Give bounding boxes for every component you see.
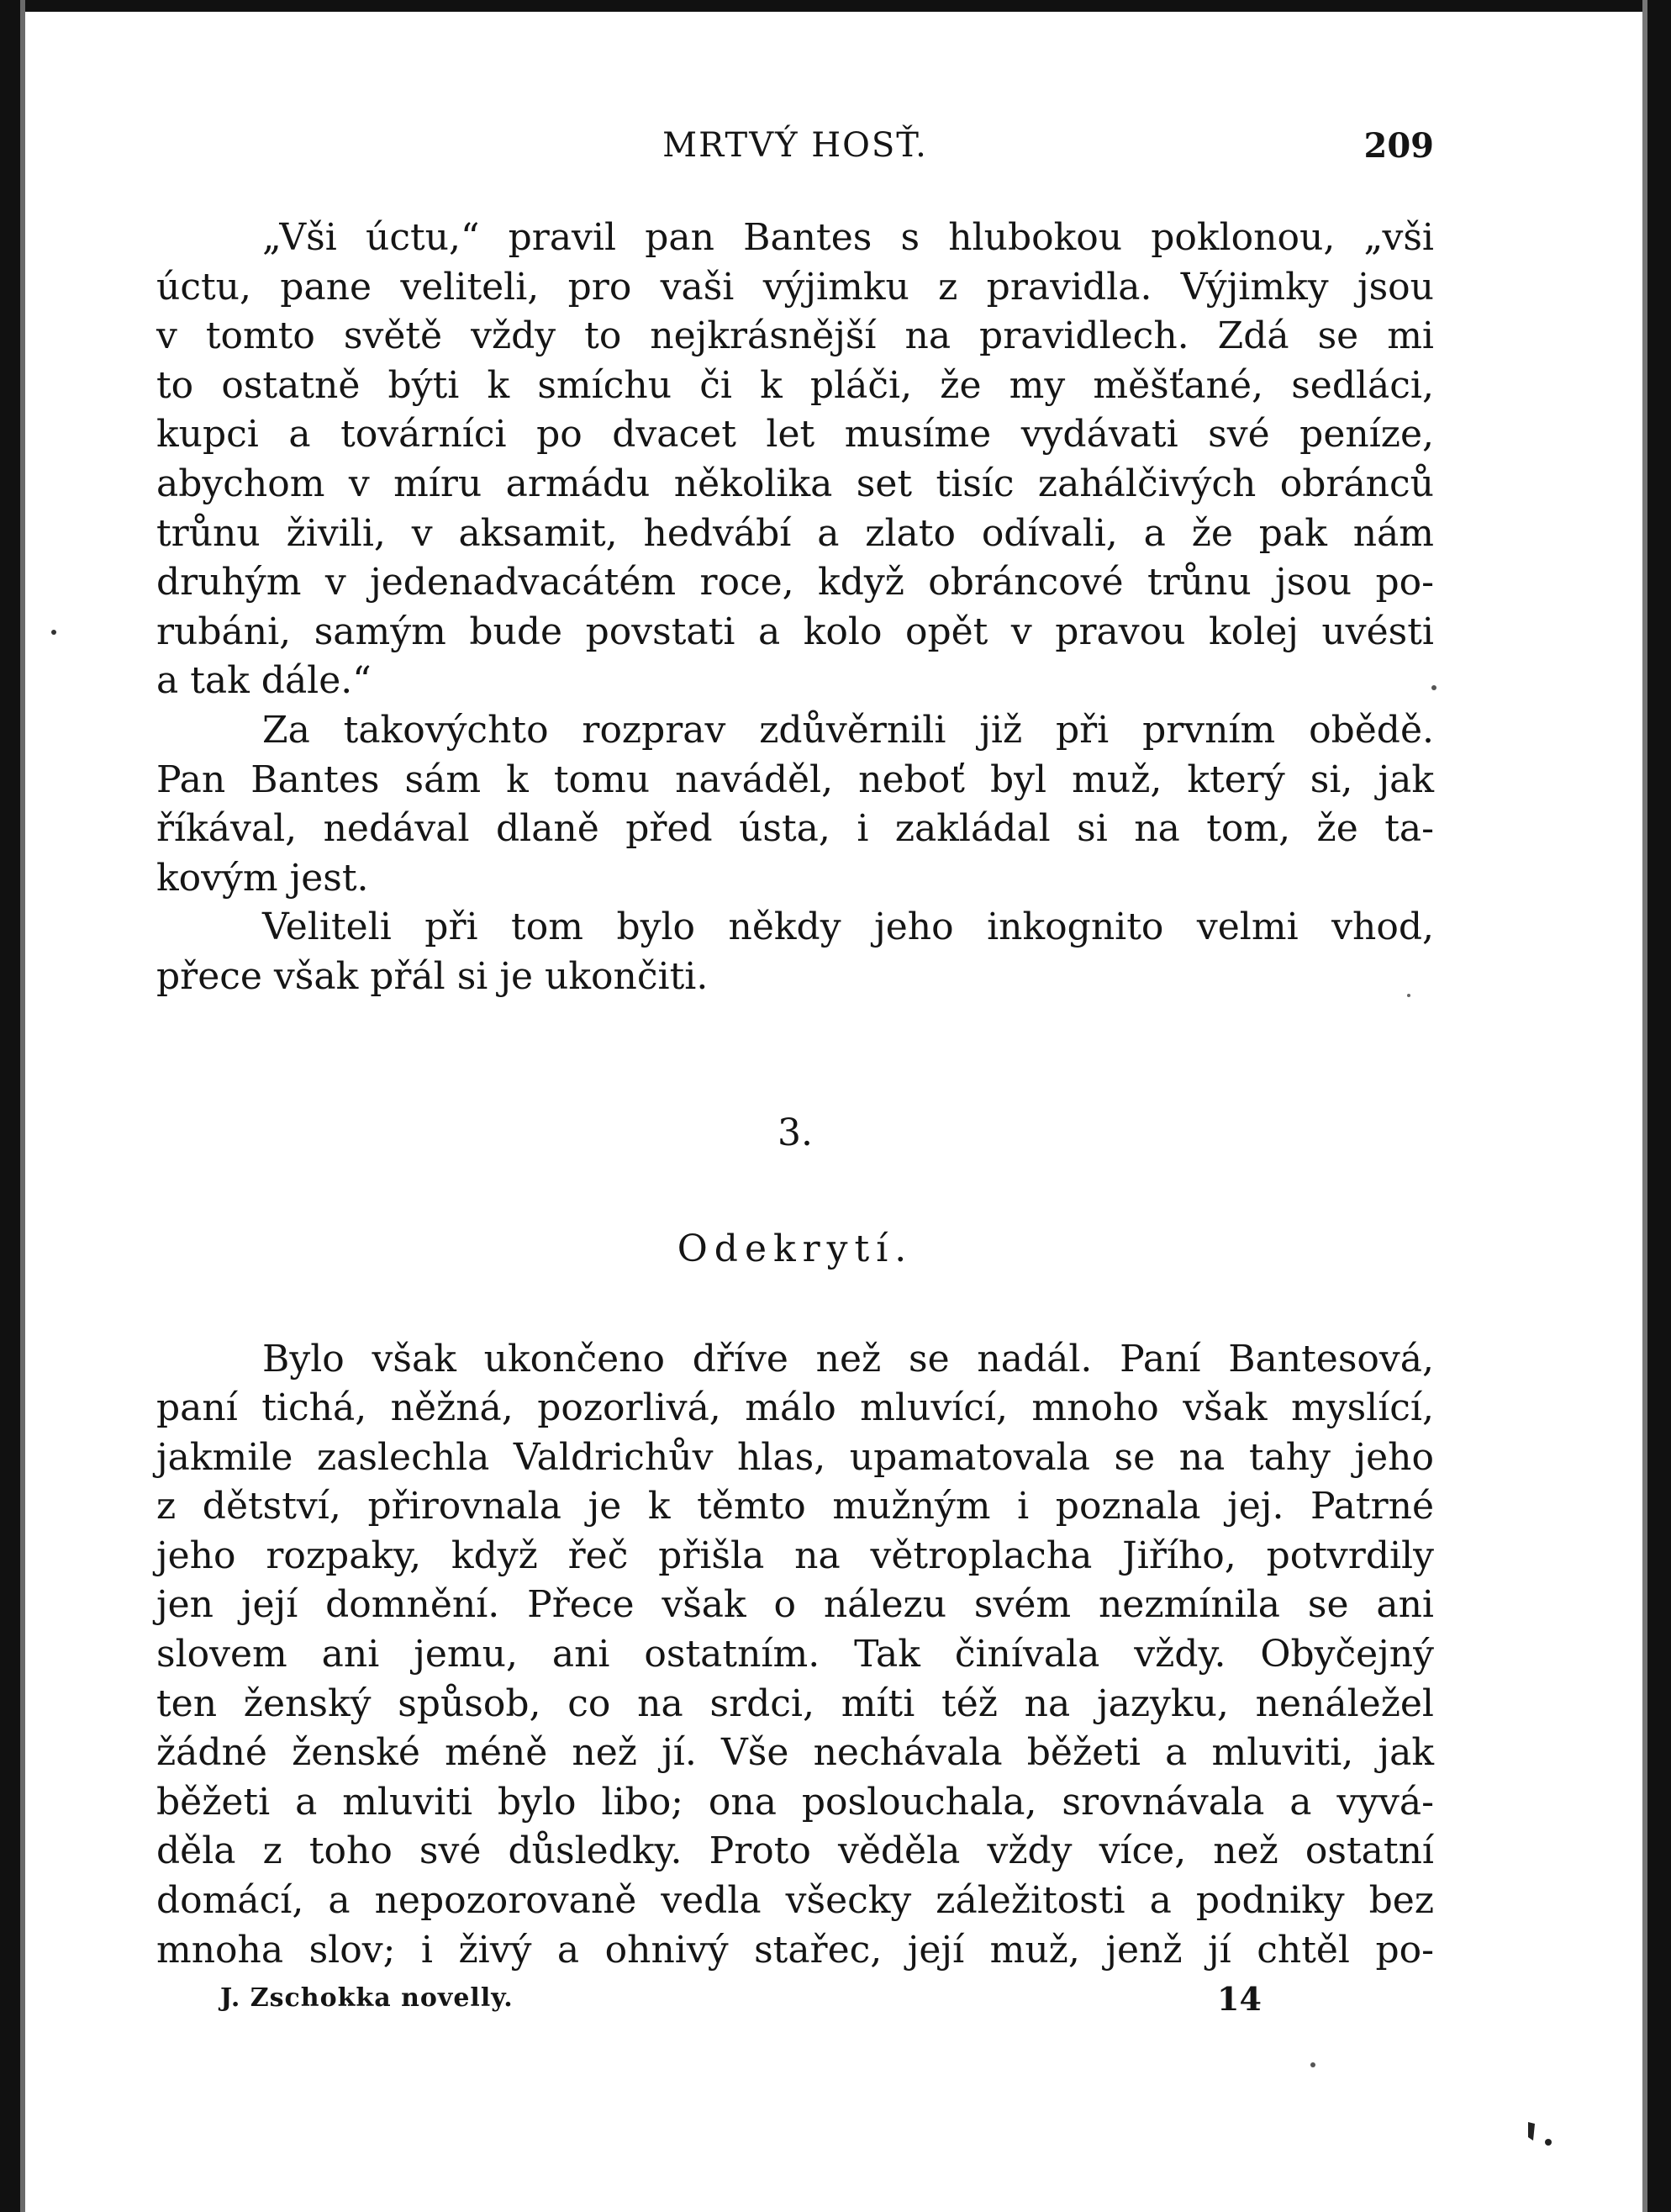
scan-border-left — [0, 0, 20, 2212]
text-line: abychom v míru armádu několika set tisíc zahálčivých obránců — [156, 462, 1434, 505]
section-number: 3. — [778, 1111, 813, 1154]
text-line: slovem ani jemu, ani ostatním. Tak činívala vždy. Obyčejný — [156, 1633, 1434, 1676]
speck — [51, 630, 56, 635]
text-line: trůnu živili, v aksamit, hedvábí a zlato odívali, a že pak nám — [156, 511, 1434, 555]
text-line: jen její domnění. Přece však o nálezu svém nezmínila se ani — [156, 1583, 1434, 1627]
text-line: a tak dále.“ — [156, 659, 372, 703]
running-title: MRTVÝ HOSŤ. — [662, 126, 928, 165]
text-line: mnoha slov; i živý a ohnivý stařec, její muž, jenž jí chtěl po- — [156, 1928, 1434, 1972]
scan-border-top — [0, 0, 1671, 12]
text-line: rubáni, samým bude povstati a kolo opět v pravou kolej uvésti — [156, 610, 1434, 653]
paragraph — [156, 706, 1434, 903]
section-text-body — [156, 1335, 1434, 1976]
text-line: děla z toho své důsledky. Proto věděla vždy více, než ostatní — [156, 1829, 1434, 1873]
text-line: kovým jest. — [156, 856, 369, 900]
paragraph — [156, 214, 1434, 706]
text-line: Za takovýchto rozprav zdůvěrnili již při prvním obědě. — [262, 708, 1434, 752]
scan-border-right-shadow — [1642, 0, 1647, 2212]
text-line: domácí, a nepozorovaně vedla všecky záležitosti a podniky bez — [156, 1879, 1434, 1923]
printer-signature: J. Zschokka novelly. — [220, 1983, 514, 2014]
text-line: to ostatně býti k smíchu či k pláči, že my měšťané, sedláci, — [156, 363, 1434, 407]
text-line: z dětství, přirovnala je k těmto mužným i poznala jej. Patrné — [156, 1485, 1434, 1528]
text-line: Veliteli při tom bylo někdy jeho inkognito velmi vhod, — [262, 905, 1434, 949]
sheet-mark: 14 — [1217, 1980, 1262, 2019]
text-line: druhým v jedenadvacátém roce, když obráncové trůnu jsou po- — [156, 561, 1434, 604]
text-line: žádné ženské méně než jí. Vše nechávala běžeti a mluviti, jak — [156, 1731, 1434, 1775]
text-line: ten ženský spůsob, co na srdci, míti též na jazyku, nenáležel — [156, 1681, 1434, 1725]
text-line: kupci a továrníci po dvacet let musíme vydávati své peníze, — [156, 413, 1434, 457]
speck — [1545, 2139, 1552, 2146]
text-line: úctu, pane veliteli, pro vaši výjimku z pravidla. Výjimky jsou — [156, 265, 1434, 309]
page-footer — [156, 1980, 1434, 2025]
text-line: jakmile zaslechla Valdrichův hlas, upamatovala se na tahy jeho — [156, 1435, 1434, 1479]
scan-border-left-shadow — [20, 0, 25, 2212]
speck — [1528, 2122, 1535, 2141]
book-page — [156, 118, 1434, 2025]
text-line: Pan Bantes sám k tomu naváděl, neboť byl muž, který si, jak — [156, 758, 1434, 801]
text-line: jeho rozpaky, když řeč přišla na větroplacha Jiřího, potvrdily — [156, 1534, 1434, 1577]
text-line: paní tichá, něžná, pozorlivá, málo mluvící, mnoho však myslící, — [156, 1386, 1434, 1430]
scan-border-right — [1647, 0, 1671, 2212]
running-head — [156, 118, 1434, 185]
text-body — [156, 214, 1434, 1002]
text-line: Bylo však ukončeno dříve než se nadál. Paní Bantesová, — [262, 1337, 1434, 1381]
paragraph — [156, 1335, 1434, 1976]
text-line: přece však přál si je ukončiti. — [156, 954, 709, 998]
speck — [1310, 2062, 1315, 2067]
page-number: 209 — [1363, 126, 1434, 166]
paragraph — [156, 903, 1434, 1001]
text-line: v tomto světě vždy to nejkrásnější na pravidlech. Zdá se mi — [156, 314, 1434, 358]
section-title: Odekrytí. — [677, 1227, 914, 1270]
text-line: „Vši úctu,“ pravil pan Bantes s hlubokou poklonou, „vši — [262, 216, 1434, 259]
text-line: říkával, nedával dlaně před ústa, i zakládal si na tom, že ta- — [156, 807, 1434, 851]
text-line: běžeti a mluviti bylo libo; ona poslouchala, srovnávala a vyvá- — [156, 1780, 1434, 1824]
